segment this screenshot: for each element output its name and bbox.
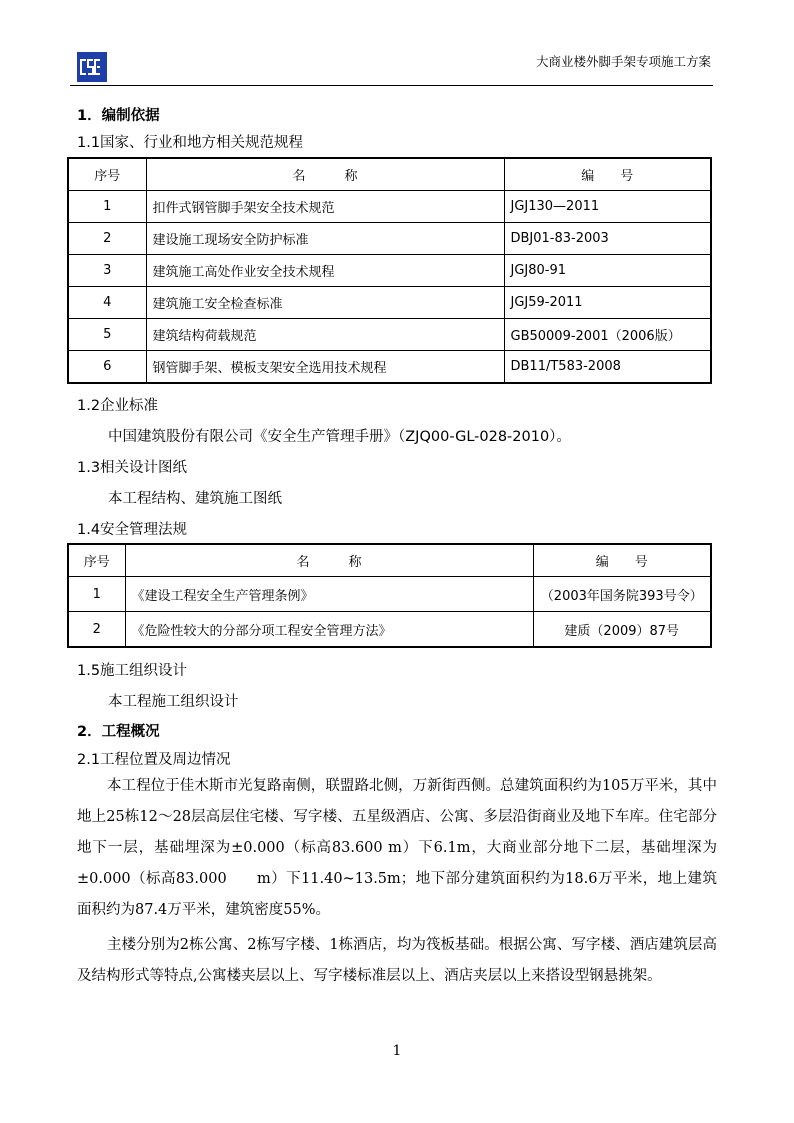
table-cell: 6 (68, 351, 146, 384)
table-cell: 1 (68, 191, 146, 223)
table-cell: 建质（2009）87号 (533, 612, 711, 648)
section-heading-1-1: 1.1国家、行业和地方相关规范规程 (77, 135, 304, 151)
table-header-cell: 编 号 (504, 158, 711, 191)
table-row (68, 612, 711, 648)
table-cell: 4 (68, 287, 146, 319)
standards-table (67, 157, 712, 384)
table-cell: 建设施工现场安全防护标准 (146, 223, 504, 255)
table-row (68, 287, 711, 319)
construction-org-design-text: 本工程施工组织设计 (108, 694, 239, 710)
table-cell: 3 (68, 255, 146, 287)
table-header-row (68, 544, 711, 577)
table-cell: 建筑施工安全检查标准 (146, 287, 504, 319)
table-header-cell: 编 号 (533, 544, 711, 577)
table-header-cell: 名 称 (146, 158, 504, 191)
table-cell: 《建设工程安全生产管理条例》 (125, 577, 533, 612)
table-cell: 2 (68, 223, 146, 255)
table-cell: 1 (68, 577, 125, 612)
table-cell: JGJ80-91 (504, 255, 711, 287)
table-cell: DB11/T583-2008 (504, 351, 711, 384)
section-heading-1-3: 1.3相关设计图纸 (77, 460, 188, 476)
enterprise-standard-text: 中国建筑股份有限公司《安全生产管理手册》（ZJQ00-GL-028-2010）。 (108, 429, 571, 445)
table-row (68, 577, 711, 612)
regulations-table (67, 543, 712, 648)
table-header-cell: 序号 (68, 544, 125, 577)
section-heading-1-5: 1.5施工组织设计 (77, 663, 188, 679)
overview-paragraph-2: 主楼分别为2栋公寓、2栋写字楼、1栋酒店，均为筏板基础。根据公寓、写字楼、酒店建筑层高及结构形式等特点,公寓楼夹层以上、写字楼标准层以上、酒店夹层以上来搭设型钢悬挑架。 (77, 937, 717, 984)
table-cell: 建筑结构荷载规范 (146, 319, 504, 351)
header-divider (70, 85, 713, 86)
table-cell: JGJ130—2011 (504, 191, 711, 223)
cscec-logo-icon (77, 52, 107, 82)
page-number: 1 (392, 1043, 402, 1059)
table-header-cell: 序号 (68, 158, 146, 191)
table-cell: 建筑施工高处作业安全技术规程 (146, 255, 504, 287)
table-row (68, 223, 711, 255)
table-row (68, 319, 711, 351)
table-header-cell: 名 称 (125, 544, 533, 577)
table-cell: （2003年国务院393号令） (533, 577, 711, 612)
table-cell: 钢管脚手架、模板支架安全选用技术规程 (146, 351, 504, 384)
design-drawings-text: 本工程结构、建筑施工图纸 (108, 491, 282, 507)
project-overview-body (77, 771, 717, 992)
table-cell: GB50009-2001（2006版） (504, 319, 711, 351)
overview-paragraph-1: 本工程位于佳木斯市光复路南侧，联盟路北侧，万新街西侧。总建筑面积约为105万平米，其中地上25栋12～28层高层住宅楼、写字楼、五星级酒店、公寓、多层沿街商业及地下车库。住宅部分地下一层，基础埋深为±0.000（标高83.600 m）下6.1m，大商业部分地下二层，基础埋深为±0.000（标高83.000 m）下11.40~13.5m；地下部分建筑面积约为18.6万平米，地上建筑面积约为87.4万平米，建筑密度55%。 (77, 778, 717, 918)
table-cell: JGJ59-2011 (504, 287, 711, 319)
section-heading-1-2: 1.2企业标准 (77, 398, 159, 414)
section-heading-1: 1．编制依据 (77, 108, 160, 124)
table-header-row (68, 158, 711, 191)
section-heading-2: 2．工程概况 (77, 724, 160, 740)
document-header-title: 大商业楼外脚手架专项施工方案 (536, 54, 712, 69)
table-cell: 《危险性较大的分部分项工程安全管理方法》 (125, 612, 533, 648)
table-row (68, 191, 711, 223)
company-logo (77, 52, 107, 82)
table-cell: 5 (68, 319, 146, 351)
table-cell: DBJ01-83-2003 (504, 223, 711, 255)
table-cell: 2 (68, 612, 125, 648)
table-cell: 扣件式钢管脚手架安全技术规范 (146, 191, 504, 223)
section-heading-2-1: 2.1工程位置及周边情况 (77, 752, 231, 768)
table-row (68, 255, 711, 287)
table-row (68, 351, 711, 384)
section-heading-1-4: 1.4安全管理法规 (77, 522, 188, 538)
